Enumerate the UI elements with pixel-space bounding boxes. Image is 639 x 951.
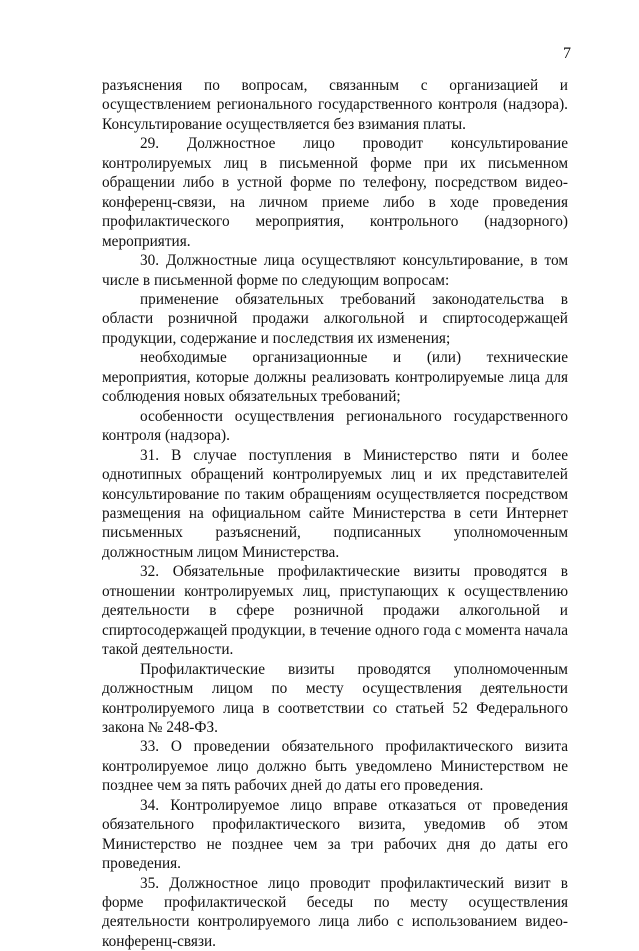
paragraph-29: 29. Должностное лицо проводит консультирование контролируемых лиц в письменной форме при их письменном обращении либо в устной форме по телефону, посредством видео-конференц-связи, на личном приеме либо в ходе проведения профилактического мероприятия, контрольного (надзорного) мероприятия. — [102, 135, 568, 250]
paragraph-30-item-3: особенности осуществления регионального государственного контроля (надзора). — [102, 407, 568, 445]
paragraph-continuation: разъяснения по вопросам, связанным с организацией и осуществлением регионального государственного контроля (надзора). Консультирование осуществляется без взимания платы. — [102, 77, 568, 133]
paragraph-30: 30. Должностные лица осуществляют консультирование, в том числе в письменной форме по следующим вопросам: — [102, 252, 568, 289]
paragraph-34: 34. Контролируемое лицо вправе отказаться от проведения обязательного профилактического визита, уведомив об этом Министерство не позднее чем за три рабочих дня до даты его проведения. — [102, 796, 568, 873]
page-number: 7 — [563, 45, 571, 62]
paragraph-33: 33. О проведении обязательного профилактического визита контролируемое лицо должно быть уведомлено Министерством не позднее чем за пять рабочих дней до даты его проведения. — [102, 738, 568, 795]
paragraph-31: 31. В случае поступления в Министерство пяти и более однотипных обращений контролируемых лиц и их представителей консультирование по таким обращениям осуществляется посредством размещения на официальном сайте Министерства в сети Интернет письменных разъяснений, подписанных уполномоченным должностным лицом Министерства. — [102, 446, 568, 561]
paragraph-32: 32. Обязательные профилактические визиты проводятся в отношении контролируемых лиц, приступающих к осуществлению деятельности в сфере розничной продажи алкогольной и спиртосодержащей продукции, в течение одного года с момента начала такой деятельности. — [102, 563, 568, 659]
paragraph-30-item-1: применение обязательных требований законодательства в области розничной продажи алкогольной и спиртосодержащей продукции, содержание и последствия их изменения; — [102, 290, 568, 347]
document-body — [102, 76, 568, 951]
paragraph-30-item-2: необходимые организационные и (или) технические мероприятия, которые должны реализовать контролируемые лица для соблюдения новых обязательных требований; — [102, 349, 568, 406]
paragraph-32-continued: Профилактические визиты проводятся уполномоченным должностным лицом по месту осуществления деятельности контролируемого лица в соответствии со статьей 52 Федерального закона № 248-ФЗ. — [102, 660, 568, 736]
paragraph-35: 35. Должностное лицо проводит профилактический визит в форме профилактической беседы по месту осуществления деятельности контролируемого лица либо с использованием видео-конференц-связи. — [102, 874, 568, 950]
